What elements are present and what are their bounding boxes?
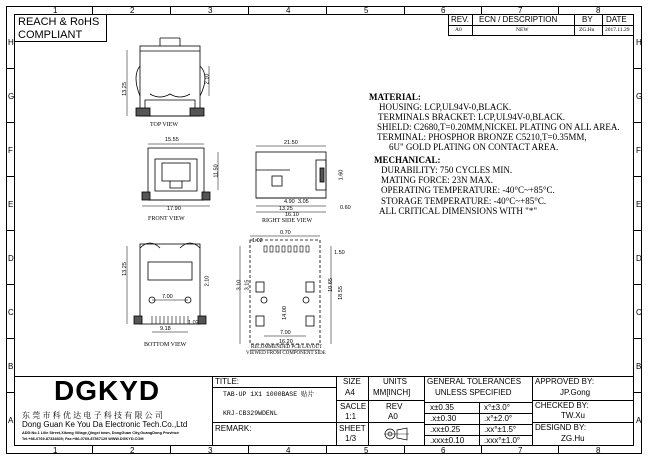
dim-label: 1.60 [338,169,345,181]
rev-label: REV [386,402,403,411]
zone-col-label: 8 [596,446,601,455]
units-label: UNITS [383,377,407,386]
dim-label: 3.05 [298,199,309,205]
dim-label: 0.60 [340,205,351,211]
by-value: ZG.Hu [579,27,595,33]
mechanical-heading: MECHANICAL: [374,155,441,165]
rev-value: A0 [455,27,462,33]
rev-value: A0 [388,412,398,421]
designed-label: DESIGND BY: [535,423,587,432]
zone-row-label: C [636,308,642,317]
dim-label: 9.18 [160,326,171,332]
zone-col-label: 7 [518,446,523,455]
top-view-drawing [127,38,209,116]
remark-label: REMARK: [215,424,252,433]
tolerances-heading-1: GENERAL TOLERANCES [427,377,522,386]
dim-label: 17.90 [167,206,181,212]
company-logo: DGKYD [54,375,161,406]
zone-row-label: B [636,362,642,371]
top-view-caption: TOP VIEW [150,122,179,128]
compliance-line-1: REACH & RoHS [18,16,100,28]
zone-row-label: B [8,362,14,371]
zone-row-label: D [636,254,642,263]
zone-row-label: G [636,92,643,101]
dim-label: 7.00 [280,330,291,336]
part-number: KRJ-CB329WDENL [223,410,278,417]
zone-col-label: 1 [53,6,58,15]
mechanical-line: DURABILITY: 750 CYCLES MIN. [381,165,513,175]
compliance-line-2: COMPLIANT [18,29,83,41]
zone-row-label: G [8,92,15,101]
checked-value: TW.Xu [561,411,586,420]
tolerance-linear: x±0.35 [430,403,454,412]
company-name-en: Dong Guan Ke You Da Electronic Tech.Co.,Ltd [22,420,188,429]
zone-row-label: H [8,38,14,47]
approved-label: APPROVED BY: [535,377,595,386]
company-address: ADD:No.1 Lilie Street,Xikeng Village,Qingxi town, DongGuan City,GuangDong Province [22,431,180,435]
tolerances-heading-2: UNLESS SPECIFIED [435,388,512,397]
zone-row-label: A [636,416,642,425]
pcb-caption-line-2: VIEWED FROM COMPONENT SIDE [246,351,326,356]
dim-label: 1.50 [334,250,345,256]
designed-value: ZG.Hu [561,434,585,443]
material-line: 6U" GOLD PLATING ON CONTACT AREA. [389,142,559,152]
tolerance-angular: .xx°±1.5° [484,425,517,434]
tolerance-linear: .xx±0.25 [430,425,461,434]
size-label: SIZE [343,377,361,386]
dim-label: 0.70 [280,230,291,236]
dim-label: 18.55 [337,286,344,300]
mechanical-line: OPERATING TEMPERATURE: -40°C~+85°C. [381,185,555,195]
tolerance-angular: .xxx°±1.0° [484,436,521,445]
pcb-caption-line-1: RECOMMENDED PCB LAYOUT [251,345,323,350]
scale-label: SACLE [340,402,367,411]
front-view-caption: FRONT VIEW [148,216,185,222]
tolerance-linear: .xxx±0.10 [430,436,465,445]
tolerance-angular: x°±3.0° [484,403,510,412]
dim-label: 14.00 [281,306,288,320]
ecn-header: ECN / DESCRIPTION [479,15,558,24]
material-heading: MATERIAL: [369,92,421,102]
zone-col-label: 8 [596,6,601,15]
dim-label: 3.10 [236,279,243,291]
zone-row-label: E [636,200,642,209]
zone-col-label: 3 [208,6,213,15]
title-value: TAB-UP 1X1 1000BASE 贴片 [223,391,315,398]
company-contact: Tel:+86-0769-87334605; Fax:+86-0769-87567129 WWW.DGKYD.COM [22,437,144,441]
zone-row-label: C [8,308,14,317]
title-block [14,376,634,446]
ecn-value: NEW [516,27,529,33]
by-header: BY [582,15,593,24]
dim-label: 11.50 [213,164,220,178]
units-value: MM[INCH] [373,388,411,397]
title-label: TITLE: [215,377,240,386]
zone-row-label: D [8,254,14,263]
date-header: DATE [606,15,627,24]
scale-value: 1:1 [345,412,357,421]
bottom-view-caption: BOTTOM VIEW [144,342,187,348]
dim-label: 21.50 [284,140,298,146]
dim-label: 1.02 [188,320,199,326]
dim-label: 3.15 [244,279,251,291]
mechanical-line: ALL CRITICAL DIMENSIONS WITH "*" [379,206,538,216]
zone-col-label: 1 [53,446,58,455]
bottom-view-drawing [127,243,206,332]
rev-header: REV. [451,15,469,24]
material-line: TERMINALS BRACKET: LCP,UL94V-0,BLACK. [378,112,565,122]
zone-col-label: 6 [441,6,446,15]
mechanical-line: MATING FORCE: 23N MAX. [381,175,494,185]
projection-symbol-icon [382,426,410,442]
sheet-label: SHEET [339,424,366,433]
zone-row-label: E [8,200,14,209]
approved-value: JP.Gong [560,388,591,397]
zone-col-label: 4 [286,446,291,455]
tolerance-angular: .x°±2.0° [484,414,513,423]
material-line: HOUSING: LCP,UL94V-0,BLACK. [379,102,512,112]
zone-col-label: 5 [364,446,369,455]
dim-label: 2.10 [204,275,211,287]
dim-label: 16.10 [285,212,299,218]
front-view-drawing [142,144,218,206]
dim-label: 7.00 [162,294,173,300]
dim-label: 13.25 [121,262,128,276]
dim-label: 10.65 [327,278,334,292]
zone-col-label: 2 [130,6,135,15]
zone-row-label: A [8,416,14,425]
zone-col-label: 4 [286,6,291,15]
dim-label: 13.25 [121,82,128,96]
dim-label: 13.25 [279,206,293,212]
material-line: SHIELD: C2680,T=0.20MM,NICKEL PLATING ON ALL AREA. [377,122,620,132]
size-value: A4 [345,388,355,397]
zone-col-label: 6 [441,446,446,455]
zone-col-label: 5 [364,6,369,15]
dim-label: 4.90 [284,199,295,205]
dim-label: 1.02 [252,238,263,244]
sheet-value: 1/3 [345,434,357,443]
zone-row-label: F [636,146,641,155]
right-side-view-caption: RIGHT SIDE VIEW [262,218,313,224]
zone-col-label: 7 [518,6,523,15]
zone-col-label: 2 [130,446,135,455]
date-value: 2017.11.29 [605,27,630,33]
company-name-cn: 东 莞 市 科 优 达 电 子 科 技 有 限 公 司 [22,411,163,420]
tolerance-linear: .x±0.30 [430,414,457,423]
material-line: TERMINAL: PHOSPHOR BRONZE C5210,T=0.35MM, [377,132,587,142]
dim-label: 2.10 [204,73,211,85]
dim-label: 16.20 [279,339,293,345]
zone-row-label: H [636,38,642,47]
dim-label: 15.55 [165,137,179,143]
mechanical-line: STORAGE TEMPERATURE: -40°C~+85°C. [381,196,547,206]
zone-col-label: 3 [208,446,213,455]
checked-label: CHECKED BY: [535,401,589,410]
zone-row-label: F [8,146,13,155]
